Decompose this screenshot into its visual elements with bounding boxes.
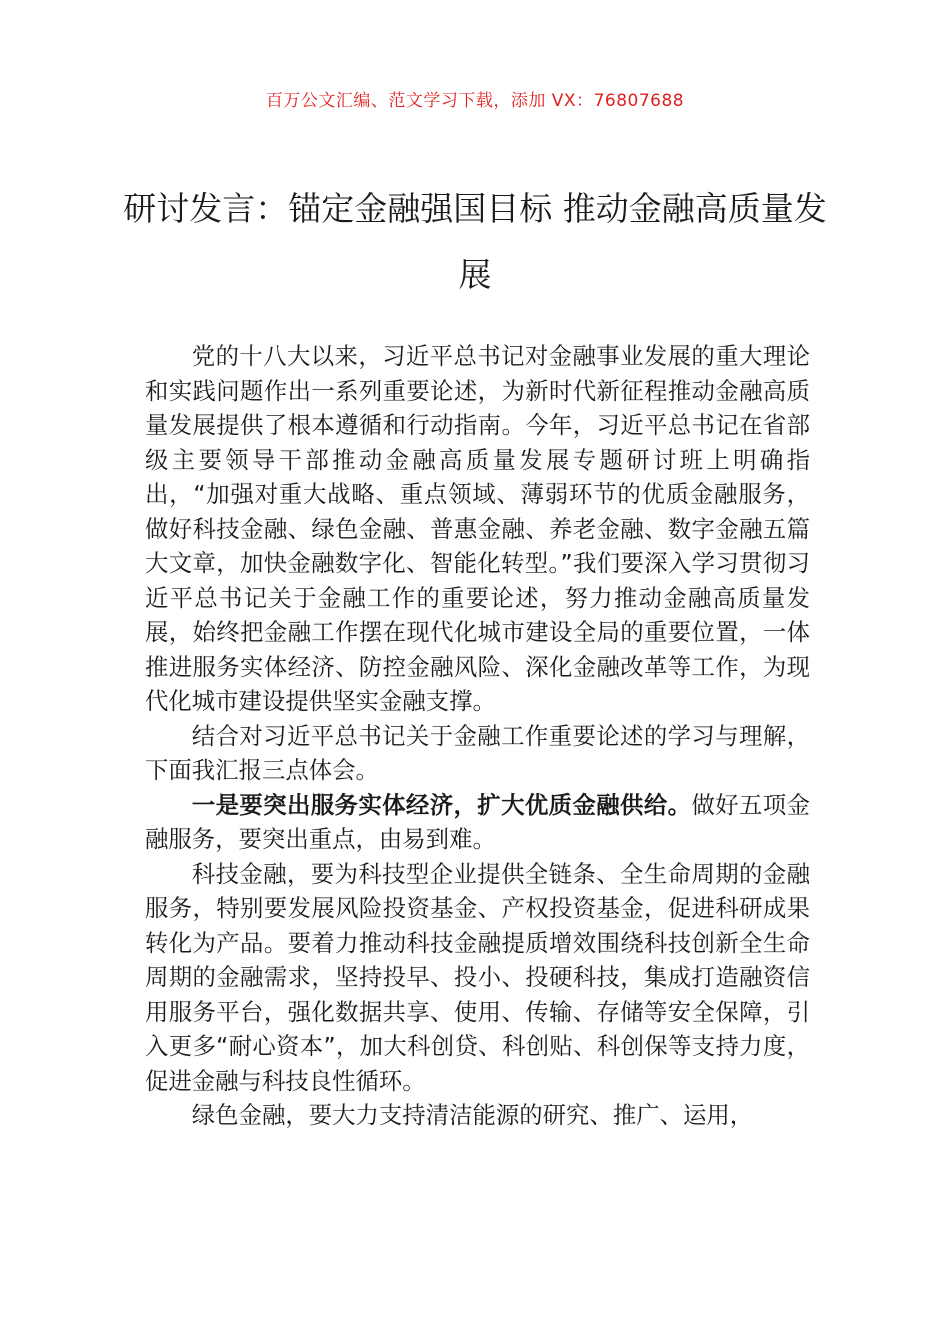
paragraph-3-text: 做好五项金融服务，要突出重点，由易到难。 — [145, 790, 810, 853]
paragraph-3-lead: 一是要突出服务实体经济，扩大优质金融供给。 — [191, 790, 692, 819]
paragraph-5 — [145, 1098, 810, 1133]
paragraph-2-text: 结合对习近平总书记关于金融工作重要论述的学习与理解，下面我汇报三点体会。 — [145, 721, 810, 784]
paragraph-4 — [145, 857, 810, 1099]
paragraph-5-text: 绿色金融，要大力支持清洁能源的研究、推广、运用， — [191, 1101, 754, 1129]
paragraph-2 — [145, 719, 810, 788]
paragraph-1-text: 党的十八大以来，习近平总书记对金融事业发展的重大理论和实践问题作出一系列重要论述，为新时代新征程推动金融高质量发展提供了根本遵循和行动指南。今年，习近平总书记在省部级主要领导干部推动金融高质量发展专题研讨班上明确指出，“加强对重大战略、重点领域、薄弱环节的优质金融服务，做好科技金融、绿色金融、普惠金融、养老金融、数字金融五篇大文章，加快金融数字化、智能化转型。”我们要深入学习贯彻习近平总书记关于金融工作的重要论述，努力推动金融高质量发展，始终把金融工作摆在现代化城市建设全局的重要位置，一体推进服务实体经济、防控金融风险、深化金融改革等工作，为现代化城市建设提供坚实金融支撑。 — [145, 342, 810, 715]
paragraph-1 — [145, 339, 810, 719]
document-body — [145, 339, 810, 1133]
paragraph-3 — [145, 788, 810, 857]
paragraph-4-text: 科技金融，要为科技型企业提供全链条、全生命周期的金融服务，特别要发展风险投资基金、产权投资基金，促进科研成果转化为产品。要着力推动科技金融提质增效围绕科技创新全生命周期的金融需求，坚持投早、投小、投硬科技，集成打造融资信用服务平台，强化数据共享、使用、传输、存储等安全保障，引入更多“耐心资本”，加大科创贷、科创贴、科创保等支持力度，促进金融与科技良性循环。 — [145, 859, 810, 1095]
document-title: 研讨发言：锚定金融强国目标 推动金融高质量发展 — [123, 189, 827, 294]
header-note: 百万公文汇编、范文学习下载，添加 VX：76807688 — [265, 91, 685, 111]
